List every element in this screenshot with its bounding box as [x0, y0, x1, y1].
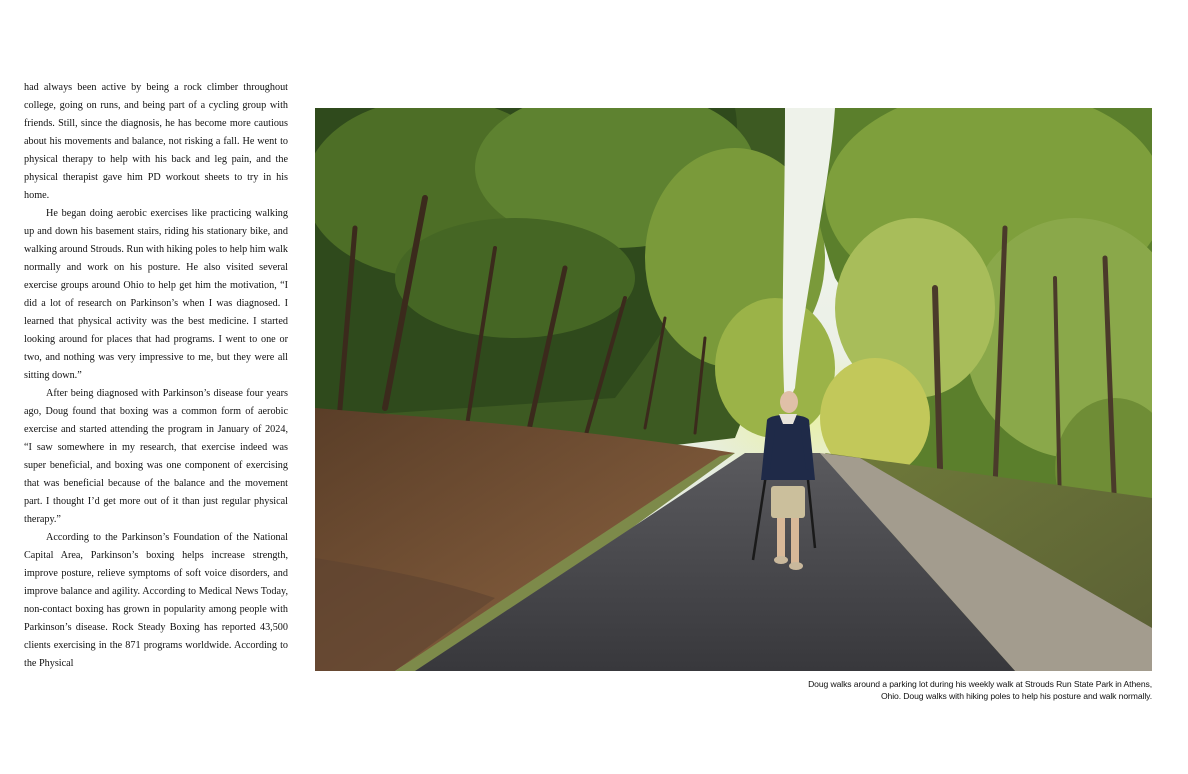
- trail-photo: [315, 108, 1152, 671]
- article-paragraph: He began doing aerobic exercises like practicing walking up and down his basement stairs, riding his stationary bike, and walking around Strouds. Run with hiking poles to help him walk normally and work on his posture. He also visited several exercise groups around Ohio to help get him the motivation, “I did a lot of research on Parkinson’s when I was diagnosed. I learned that physical activity was the best medicine. I started looking around for places that had programs. I went to one or two, and nothing was very impressive to me, but they were all sitting down.”: [24, 208, 289, 381]
- article-paragraph: According to the Parkinson’s Foundation of the National Capital Area, Parkinson’s boxing helps increase strength, improve posture, relieve symptoms of soft voice disorders, and improve balance and agility. According to Medical News Today, non-contact boxing has grown in popularity among people with Parkinson’s disease. Rock Steady Boxing has reported 43,500 clients exercising in the 871 programs worldwide. According to the Physical: [24, 532, 288, 669]
- photo-caption: [772, 678, 1152, 702]
- caption-line: Ohio. Doug walks with hiking poles to help his posture and walk normally.: [880, 691, 1152, 701]
- caption-line: Doug walks around a parking lot during his weekly walk at Strouds Run State Park in Athens,: [808, 679, 1152, 689]
- article-paragraph: After being diagnosed with Parkinson’s disease four years ago, Doug found that boxing was a common form of aerobic exercise and started attending the program in January of 2024, “I saw somewhere in my research, that exercise indeed was super beneficial, and boxing was one component of exercising that was beneficial because of the balance and the movement part. I thought I’d get more out of it than just regular physical therapy.”: [24, 388, 288, 525]
- article-column: [24, 79, 288, 673]
- article-paragraph: had always been active by being a rock climber throughout college, going on runs, and being part of a cycling group with friends. Still, since the diagnosis, he has become more cautious about his movements and balance, not risking a fall. He went to physical therapy to help with his back and leg pain, and the physical therapist gave him PD workout sheets to try in his home.: [24, 82, 288, 201]
- trail-photo-illustration: [315, 108, 1152, 671]
